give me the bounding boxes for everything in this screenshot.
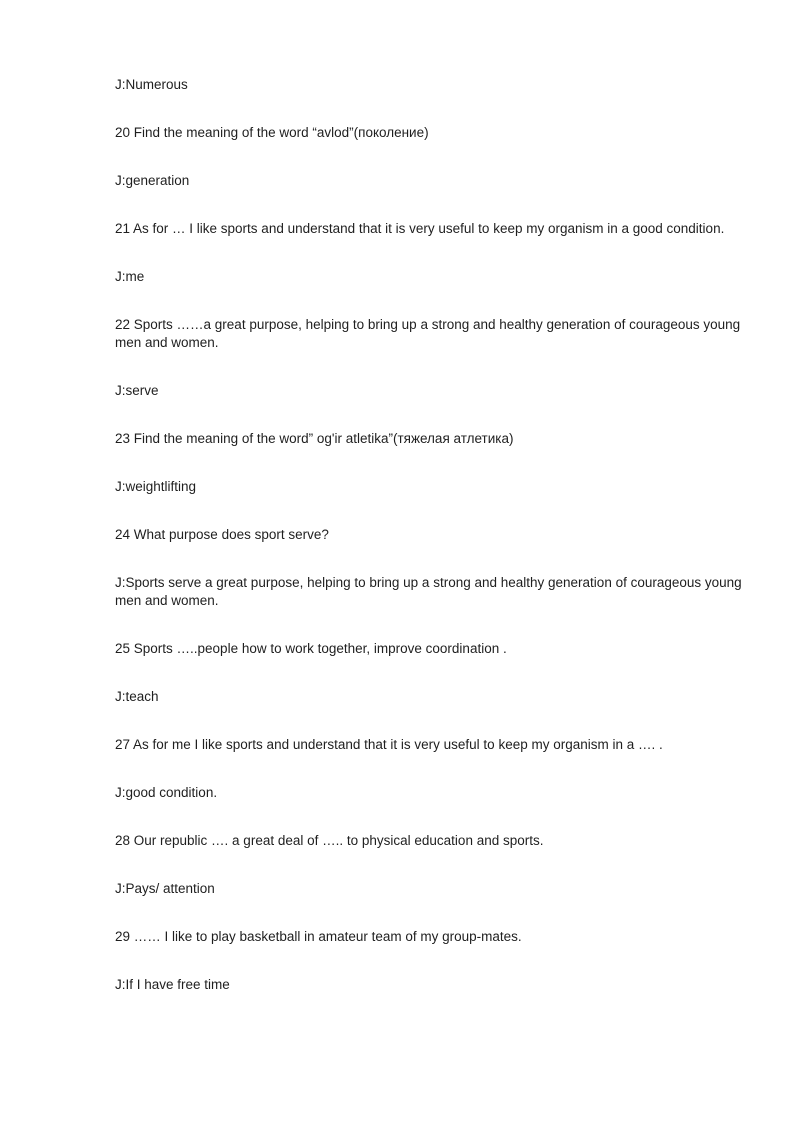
question-line: 29 …… I like to play basketball in amateur team of my group-mates.: [115, 929, 522, 944]
question-line: 20 Find the meaning of the word “avlod”(поколение): [115, 125, 429, 140]
answer-line: J:serve: [115, 383, 159, 398]
answer-line: J:generation: [115, 173, 190, 188]
answer-line: J:weightlifting: [115, 479, 197, 494]
answer-line: J:good condition.: [115, 785, 218, 800]
question-line: 24 What purpose does sport serve?: [115, 527, 329, 542]
answer-line: J:Sports serve a great purpose, helping to bring up a strong and healthy generation of courageous young men and women.: [115, 575, 742, 608]
question-line: 27 As for me I like sports and understand that it is very useful to keep my organism in a …. .: [115, 737, 663, 752]
question-line: 23 Find the meaning of the word” og'ir atletika”(тяжелая атлетика): [115, 431, 514, 446]
answer-line: J:teach: [115, 689, 159, 704]
answer-line: J:Numerous: [115, 77, 188, 92]
answer-line: J:me: [115, 269, 145, 284]
answer-line: J:Pays/ attention: [115, 881, 215, 896]
question-line: 21 As for … I like sports and understand that it is very useful to keep my organism in a good condition.: [115, 221, 725, 236]
question-line: 28 Our republic …. a great deal of ….. to physical education and sports.: [115, 833, 544, 848]
question-line: 25 Sports …..people how to work together, improve coordination .: [115, 641, 507, 656]
answer-line: J:If I have free time: [115, 977, 230, 992]
question-line: 22 Sports ……a great purpose, helping to bring up a strong and healthy generation of courageous young men and women.: [115, 317, 741, 350]
